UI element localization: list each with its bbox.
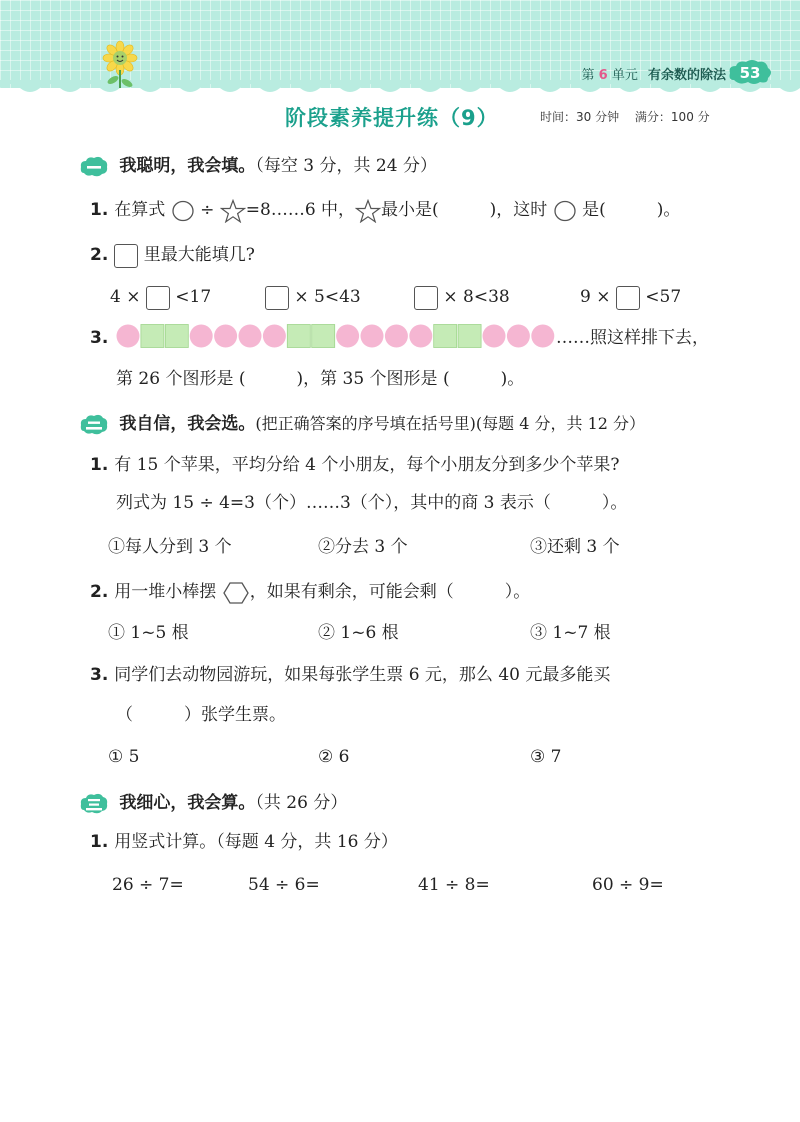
question-1-3-number bbox=[90, 326, 114, 350]
test-meta bbox=[540, 108, 722, 125]
star-blank-icon bbox=[355, 199, 381, 223]
sequence-continuation: ……照这样排下去， bbox=[556, 328, 709, 348]
sequence-circle bbox=[409, 325, 432, 348]
option-2-1-a[interactable]: ①每人分到 3 个 bbox=[108, 537, 232, 557]
q-text: 是( )。 bbox=[582, 200, 681, 220]
sequence-circle bbox=[214, 325, 237, 348]
sequence-circle bbox=[263, 325, 286, 348]
sequence-circle bbox=[361, 325, 384, 348]
full-score: 满分：100 分 bbox=[634, 110, 710, 124]
option-2-2-c[interactable]: ③ 1~7 根 bbox=[530, 623, 611, 643]
question-number: 1. bbox=[90, 200, 109, 220]
q-text: 同学们去动物园游玩，如果每张学生票 6 元，那么 40 元最多能买 bbox=[114, 665, 611, 685]
question-number: 2. bbox=[90, 245, 109, 265]
section-1-score: （每空 3 分，共 24 分） bbox=[255, 156, 437, 176]
expr-text: <57 bbox=[645, 287, 682, 307]
question-1-2 bbox=[90, 243, 255, 268]
section-1-title bbox=[80, 153, 437, 179]
sequence-square bbox=[165, 325, 188, 348]
sequence-square bbox=[458, 325, 481, 348]
calc-2: 54 ÷ 6= bbox=[248, 875, 320, 895]
unit-title: 有余数的除法 bbox=[647, 68, 726, 83]
option-2-3-b[interactable]: ② 6 bbox=[318, 747, 350, 767]
sequence-square bbox=[312, 325, 335, 348]
expr-text: 9 × bbox=[580, 287, 611, 307]
sequence-circle bbox=[190, 325, 213, 348]
inequality-c bbox=[414, 285, 510, 310]
expr-text: × 5<43 bbox=[294, 287, 361, 307]
unit-suffix: 单元 bbox=[611, 68, 638, 83]
question-2-1-line2: 列式为 15 ÷ 4=3（个）……3（个），其中的商 3 表示（ ）。 bbox=[116, 493, 628, 513]
unit-number: 6 bbox=[598, 68, 608, 83]
shape-sequence bbox=[116, 323, 556, 349]
question-2-3-line2: （ ）张学生票。 bbox=[116, 705, 286, 725]
option-2-3-a[interactable]: ① 5 bbox=[108, 747, 140, 767]
sequence-circle bbox=[239, 325, 262, 348]
section-three-icon bbox=[80, 792, 108, 816]
sequence-circle bbox=[507, 325, 530, 348]
page-title: 阶段素养提升练（9） bbox=[285, 106, 499, 130]
calc-1: 26 ÷ 7= bbox=[112, 875, 184, 895]
question-number: 1. bbox=[90, 832, 109, 852]
sequence-circle bbox=[531, 325, 554, 348]
section-3-title bbox=[80, 790, 347, 816]
sequence-square bbox=[434, 325, 457, 348]
answer-box[interactable] bbox=[265, 286, 289, 310]
sequence-circle bbox=[336, 325, 359, 348]
answer-box[interactable] bbox=[616, 286, 640, 310]
answer-box[interactable] bbox=[146, 286, 170, 310]
question-number: 3. bbox=[90, 665, 109, 685]
star-blank-icon bbox=[220, 199, 246, 223]
option-2-3-c[interactable]: ③ 7 bbox=[530, 747, 562, 767]
inequality-a bbox=[110, 285, 211, 310]
inequality-b bbox=[265, 285, 361, 310]
section-2-score: (把正确答案的序号填在括号里)(每题 4 分，共 12 分） bbox=[255, 414, 646, 433]
oval-blank-icon bbox=[171, 200, 195, 222]
calc-3: 41 ÷ 8= bbox=[418, 875, 490, 895]
q-text: 在算式 bbox=[114, 200, 166, 220]
question-number: 2. bbox=[90, 582, 109, 602]
question-3-1 bbox=[90, 830, 398, 854]
q-text: 最小是( )，这时 bbox=[381, 200, 548, 220]
sequence-circle bbox=[117, 325, 140, 348]
answer-box[interactable] bbox=[414, 286, 438, 310]
q-text: 用竖式计算。（每题 4 分，共 16 分） bbox=[114, 832, 398, 852]
sequence-square bbox=[141, 325, 164, 348]
expr-text: 4 × bbox=[110, 287, 141, 307]
page-number-badge bbox=[728, 58, 772, 86]
inequality-d bbox=[580, 285, 681, 310]
calc-4: 60 ÷ 9= bbox=[592, 875, 664, 895]
section-1-name: 我聪明，我会填。 bbox=[119, 156, 256, 176]
option-2-2-b[interactable]: ② 1~6 根 bbox=[318, 623, 399, 643]
question-2-3 bbox=[90, 663, 610, 687]
section-3-name: 我细心，我会算。 bbox=[119, 793, 256, 813]
hexagon-icon bbox=[222, 581, 250, 605]
page-number: 53 bbox=[739, 64, 761, 82]
section-two-icon bbox=[80, 413, 108, 437]
sunflower-icon bbox=[96, 40, 144, 90]
option-2-1-c[interactable]: ③还剩 3 个 bbox=[530, 537, 620, 557]
section-3-score: （共 26 分） bbox=[255, 793, 348, 813]
question-number: 3. bbox=[90, 328, 109, 348]
q-text: 里最大能填几? bbox=[143, 245, 255, 265]
q-text: ÷ bbox=[200, 200, 215, 220]
section-one-icon bbox=[80, 155, 108, 179]
section-2-name: 我自信，我会选。 bbox=[119, 414, 256, 434]
oval-blank-icon bbox=[553, 200, 577, 222]
option-2-2-a[interactable]: ① 1~5 根 bbox=[108, 623, 189, 643]
question-1-3-line2: 第 26 个图形是 ( )，第 35 个图形是 ( )。 bbox=[116, 369, 525, 389]
q-text: =8……6 中， bbox=[245, 200, 356, 220]
section-2-title bbox=[80, 411, 645, 437]
unit-label bbox=[581, 64, 726, 83]
question-2-2 bbox=[90, 580, 530, 605]
q-text: 用一堆小棒摆 bbox=[114, 582, 217, 602]
q-text: 有 15 个苹果，平均分给 4 个小朋友，每个小朋友分到多少个苹果? bbox=[114, 455, 620, 475]
expr-text: <17 bbox=[175, 287, 212, 307]
option-2-1-b[interactable]: ②分去 3 个 bbox=[318, 537, 408, 557]
question-2-1 bbox=[90, 453, 619, 477]
time-limit: 时间：30 分钟 bbox=[540, 110, 620, 124]
sequence-circle bbox=[385, 325, 408, 348]
q-text: ，如果有剩余，可能会剩（ ）。 bbox=[249, 582, 531, 602]
sequence-square bbox=[287, 325, 310, 348]
expr-text: × 8<38 bbox=[443, 287, 510, 307]
square-blank-icon bbox=[114, 244, 138, 268]
sequence-circle bbox=[483, 325, 506, 348]
unit-prefix: 第 bbox=[581, 68, 595, 83]
question-number: 1. bbox=[90, 455, 109, 475]
question-1-1 bbox=[90, 198, 680, 223]
